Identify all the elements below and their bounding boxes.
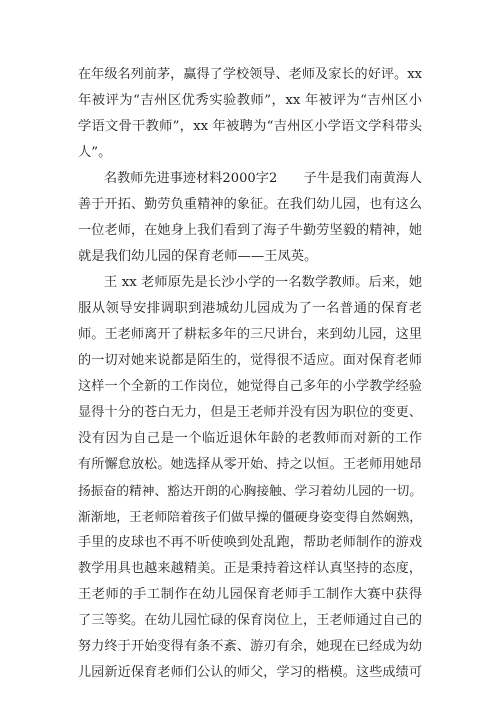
text-line: 手里的皮球也不再不听使唤到处乱跑，帮助老师制作的游戏 <box>78 535 422 550</box>
text-line: 在年级名列前茅，赢得了学校领导、老师及家长的好评。xx <box>78 67 422 82</box>
text-line: 努力终于开始变得有条不紊、游刃有余，她现在已经成为幼 <box>78 639 422 654</box>
text-line: 王 xx 老师原先是长沙小学的一名数学教师。后来，她 <box>104 275 422 290</box>
text-line: 没有因为自己是一个临近退休年龄的老教师而对新的工作 <box>78 431 422 446</box>
text-line: 了三等奖。在幼儿园忙碌的保育岗位上，王老师通过自己的 <box>78 613 422 628</box>
text-line: 的一切对她来说都是陌生的，觉得很不适应。面对保育老师 <box>78 353 422 368</box>
section-heading-line: 名教师先进事迹材料2000字2 子牛是我们南黄海人 <box>104 171 422 186</box>
text-line: 善于开拓、勤劳负重精神的象征。在我们幼儿园，也有这么 <box>78 197 422 212</box>
text-line: 就是我们幼儿园的保育老师——王凤英。 <box>78 249 318 264</box>
text-line: 儿园新近保育老师们公认的师父，学习的楷模。这些成绩可 <box>78 665 422 680</box>
text-line: 人”。 <box>78 145 112 160</box>
text-line: 年被评为“吉州区优秀实验教师”，xx 年被评为“吉州区小 <box>78 93 422 108</box>
text-line: 教学用具也越来越精美。正是秉持着这样认真坚持的态度， <box>78 561 422 576</box>
text-line: 显得十分的苍白无力，但是王老师并没有因为职位的变更、 <box>78 405 422 420</box>
text-line: 渐渐地，王老师陪着孩子们做早操的僵硬身姿变得自然娴熟， <box>78 509 422 524</box>
text-line: 王老师的手工制作在幼儿园保育老师手工制作大赛中获得 <box>78 587 422 602</box>
text-line: 师。王老师离开了耕耘多年的三尺讲台，来到幼儿园，这里 <box>78 327 422 342</box>
text-line: 扬振奋的精神、豁达开朗的心胸接触、学习着幼儿园的一切。 <box>78 483 422 498</box>
text-line: 服从领导安排调职到港城幼儿园成为了一名普通的保育老 <box>78 301 422 316</box>
text-line: 学语文骨干教师”，xx 年被聘为“吉州区小学语文学科带头 <box>78 119 422 134</box>
text-line: 一位老师，在她身上我们看到了海子牛勤劳坚毅的精神，她 <box>78 223 422 238</box>
text-line: 有所懈怠放松。她选择从零开始、持之以恒。王老师用她昂 <box>78 457 422 472</box>
text-line: 这样一个全新的工作岗位，她觉得自己多年的小学教学经验 <box>78 379 422 394</box>
